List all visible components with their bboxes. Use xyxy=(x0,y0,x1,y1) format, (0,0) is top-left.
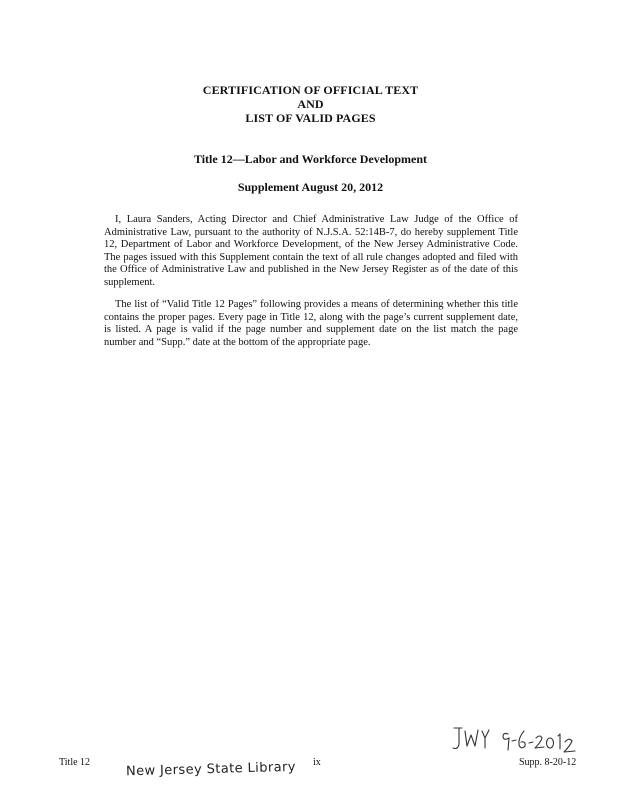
footer-title-label: Title 12 xyxy=(59,757,91,768)
footer-page-number: ix xyxy=(313,757,321,768)
certification-heading: CERTIFICATION OF OFFICIAL TEXT xyxy=(202,83,419,97)
supplement-date-heading: Supplement August 20, 2012 xyxy=(237,180,384,194)
title-heading: Title 12—Labor and Workforce Development xyxy=(193,152,428,166)
certification-paragraph: I, Laura Sanders, Acting Director and Chief Administrative Law Judge of the Office of Administrative Law, pursuant to the authority of N.J.S.A. 52:14B-7, do hereby supplement Title 12, Department of Labor and Workforce Development, of the New Jersey Administrative Code. The pages issued with this Supplement contain the text of all rule changes adopted and filed with the Office of Administrative Law and published in the New Jersey Register as of the date of this supplement. xyxy=(104,214,518,288)
valid-pages-heading: LIST OF VALID PAGES xyxy=(245,111,376,125)
heading-conjunction: AND xyxy=(297,97,324,111)
handwritten-initials-date xyxy=(448,722,588,762)
valid-pages-paragraph: The list of “Valid Title 12 Pages” following provides a means of determining whether this title contains the proper pages. Every page in Title 12, along with the page’s current supplement date, is listed. A page is valid if the page number and supplement date on the list match the page number and “Supp.” date at the bottom of the appropriate page. xyxy=(104,299,518,348)
footer-supplement-date: Supp. 8-20-12 xyxy=(519,757,577,768)
library-stamp: New Jersey State Library xyxy=(125,759,297,780)
